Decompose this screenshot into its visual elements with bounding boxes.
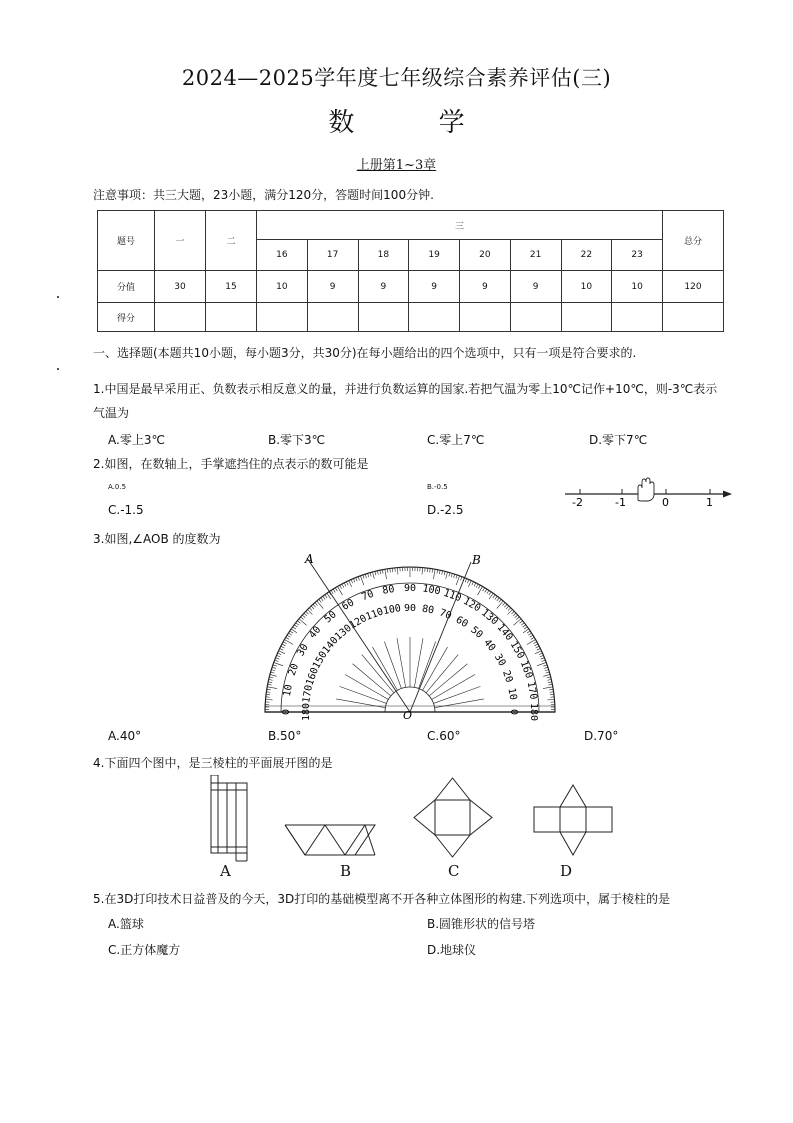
points-sub: 10: [257, 271, 308, 303]
protractor-tick: [270, 674, 277, 676]
protractor-tick: [380, 570, 381, 574]
protractor-tick: [342, 584, 344, 588]
axis-label-1: 1: [706, 496, 713, 509]
q1-option-c[interactable]: C.零上7℃: [427, 433, 485, 447]
protractor-tick: [271, 670, 275, 671]
protractor-tick: [437, 570, 438, 574]
protractor-tick: [335, 588, 337, 591]
points-sub: 9: [307, 271, 358, 303]
q5-option-b[interactable]: B.圆锥形状的信号塔: [427, 917, 536, 931]
sub-question: 18: [358, 240, 409, 271]
axis-label-0: 0: [662, 496, 669, 509]
q3-option-a[interactable]: A.40°: [108, 729, 142, 743]
protractor-tick: [370, 573, 371, 577]
protractor-tick: [377, 571, 378, 575]
question-1-line-1: 1.中国是最早采用正、负数表示相反意义的量，并进行负数运算的国家.若把气温为零上10℃记作+10℃，则-3℃表示: [93, 382, 718, 396]
score-cell[interactable]: [561, 303, 612, 332]
protractor-tick: [543, 665, 547, 666]
inner-scale-number: 60: [453, 614, 470, 631]
protractor-tick: [432, 569, 433, 573]
protractor-tick: [545, 670, 549, 671]
q1-option-b[interactable]: B.零下3℃: [268, 433, 326, 447]
question-1-line-2: 气温为: [93, 406, 130, 420]
protractor-tick: [321, 598, 323, 601]
protractor-tick: [317, 601, 323, 609]
net-label-c[interactable]: C: [448, 862, 460, 880]
q5-option-c[interactable]: C.正方体魔方: [108, 943, 181, 957]
protractor-tick: [523, 625, 526, 627]
protractor-tick: [530, 635, 533, 637]
outer-scale-number: 180: [528, 702, 539, 722]
inner-scale-number: 30: [491, 652, 508, 669]
q2-option-c[interactable]: C.-1.5: [108, 503, 144, 517]
protractor-tick: [309, 608, 312, 611]
protractor-tick: [293, 627, 296, 629]
protractor-tick: [456, 575, 457, 579]
protractor-tick: [548, 684, 552, 685]
protractor-tick: [442, 571, 443, 575]
score-cell[interactable]: [257, 303, 308, 332]
protractor-tick: [499, 599, 502, 602]
protractor-tick: [521, 623, 524, 625]
protractor-tick: [311, 606, 314, 609]
protractor-tick: [385, 569, 387, 579]
number-line-figure: [560, 476, 740, 510]
section-heading: 一、选择题(本题共10小题，每小题3分，共30分)在每小题给出的四个选项中，只有一项是符合要求的.: [93, 346, 637, 360]
protractor-tick: [284, 640, 293, 645]
sub-question: 23: [612, 240, 663, 271]
protractor-tick: [536, 646, 540, 648]
outer-scale-number: 90: [403, 583, 417, 594]
subject-char-2: 学: [438, 108, 465, 138]
protractor-tick: [495, 596, 497, 599]
inner-scale-number: 160: [304, 666, 321, 687]
net-a: [211, 775, 247, 861]
inner-scale-number: 150: [311, 649, 330, 671]
score-cell[interactable]: [612, 303, 663, 332]
protractor-tick: [331, 590, 333, 593]
net-label-a[interactable]: A: [220, 862, 231, 880]
protractor-tick: [306, 611, 309, 614]
sub-question: 22: [561, 240, 612, 271]
protractor-tick: [533, 642, 536, 644]
outer-scale-number: 110: [441, 587, 463, 605]
points-sub: 9: [358, 271, 409, 303]
protractor-tick: [493, 595, 495, 598]
protractor-tick: [344, 583, 346, 587]
protractor-tick: [281, 646, 285, 648]
q3-option-c[interactable]: C.60°: [427, 729, 461, 743]
protractor-tick: [527, 631, 530, 633]
protractor-tick: [375, 571, 376, 575]
ray-oa: [307, 558, 410, 712]
exam-notice: 注意事项：共三大题，23小题，满分120分，答题时间100分钟.: [93, 188, 434, 202]
points-sub: 9: [409, 271, 460, 303]
protractor-tick: [283, 642, 286, 644]
protractor-tick: [483, 588, 485, 591]
margin-dot: [57, 368, 59, 370]
question-5: 5.在3D打印技术日益普及的今天，3D打印的基础模型离不开各种立体图形的构建.下列选项中，属于棱柱的是: [93, 892, 671, 906]
inner-scale-number: 110: [364, 606, 385, 623]
protractor-tick: [397, 568, 398, 575]
protractor-tick: [299, 619, 307, 625]
protractor-tick: [430, 568, 431, 572]
protractor-tick: [346, 582, 348, 586]
protractor-tick: [286, 637, 289, 639]
protractor-tick: [485, 589, 487, 592]
table-row: [98, 303, 724, 332]
protractor-tick: [351, 580, 353, 584]
protractor-tick: [325, 595, 327, 598]
protractor-tick: [497, 598, 499, 601]
q2-option-a[interactable]: A.0.5: [108, 483, 127, 491]
col-one: 一: [155, 211, 206, 271]
score-cell[interactable]: [663, 303, 724, 332]
protractor-rays: [336, 637, 484, 708]
protractor-tick: [549, 689, 553, 690]
protractor-tick: [323, 596, 325, 599]
protractor-tick: [280, 648, 284, 650]
protractor-tick: [472, 582, 474, 586]
protractor-tick: [497, 601, 503, 609]
protractor-tick: [547, 679, 551, 680]
sub-question: 17: [307, 240, 358, 271]
score-cell[interactable]: [409, 303, 460, 332]
sub-question: 20: [460, 240, 511, 271]
protractor-tick: [535, 651, 541, 654]
points-one: 30: [155, 271, 206, 303]
outer-scale-number: 100: [421, 583, 442, 598]
protractor-tick: [461, 577, 462, 581]
protractor-tick: [276, 658, 280, 659]
score-cell[interactable]: [358, 303, 409, 332]
protractor-tick: [266, 699, 273, 700]
q1-option-a[interactable]: A.零上3℃: [108, 433, 165, 447]
protractor-tick: [504, 604, 507, 607]
protractor-tick: [282, 644, 286, 646]
q5-option-d[interactable]: D.地球仪: [427, 943, 477, 957]
protractor-tick: [547, 699, 554, 700]
protractor-tick: [439, 570, 440, 574]
row-label-points: 分值: [98, 271, 155, 303]
point-label-o: O: [403, 709, 413, 722]
protractor-tick: [277, 655, 281, 657]
number-line-arrow: [723, 491, 732, 498]
protractor-tick: [294, 625, 297, 627]
protractor-tick: [340, 585, 342, 588]
q2-option-b[interactable]: B.-0.5: [427, 483, 448, 491]
protractor-tick: [266, 692, 270, 693]
protractor-tick: [547, 677, 551, 678]
protractor-tick: [474, 583, 476, 587]
protractor-tick: [520, 621, 523, 624]
inner-scale-number: 20: [500, 669, 515, 685]
protractor-tick: [503, 603, 506, 606]
protractor-tick: [387, 569, 388, 573]
table-row: [98, 211, 724, 240]
protractor-tick: [315, 603, 318, 606]
row-label-question: 题号: [98, 211, 155, 271]
points-sub: 10: [612, 271, 663, 303]
score-cell[interactable]: [206, 303, 257, 332]
score-cell[interactable]: [155, 303, 206, 332]
protractor-tick: [515, 615, 518, 618]
score-cell[interactable]: [460, 303, 511, 332]
score-cell[interactable]: [307, 303, 358, 332]
protractor-tick: [296, 623, 299, 625]
q1-option-d[interactable]: D.零下7℃: [589, 433, 648, 447]
protractor-tick: [511, 611, 514, 614]
outer-scale-number: 30: [295, 642, 311, 659]
outer-scale-number: 0: [281, 708, 292, 716]
col-three: 三: [257, 211, 663, 240]
protractor-tick: [275, 660, 279, 661]
question-2: 2.如图，在数轴上，手掌遮挡住的点表示的数可能是: [93, 457, 369, 471]
net-b: [285, 825, 375, 855]
protractor-tick: [269, 677, 273, 678]
protractor-tick: [539, 653, 543, 655]
protractor-tick: [489, 592, 491, 595]
protractor-tick: [290, 631, 293, 633]
points-sub: 10: [561, 271, 612, 303]
protractor-tick: [267, 689, 271, 690]
chapter-scope: [0, 154, 793, 173]
protractor-tick: [537, 648, 541, 650]
protractor-tick: [550, 692, 554, 693]
inner-scale-number: 70: [437, 607, 453, 622]
protractor-tick: [349, 581, 352, 587]
protractor-tick: [333, 589, 335, 592]
subject-title: [0, 102, 793, 139]
protractor-tick: [468, 581, 471, 587]
score-table: [97, 210, 724, 332]
protractor-tick: [356, 578, 357, 582]
subject-char-1: 数: [328, 108, 355, 138]
inner-scale-number: 100: [382, 603, 402, 618]
protractor-tick: [288, 633, 291, 635]
outer-scale-number: 150: [507, 639, 527, 661]
protractor-tick: [543, 687, 553, 689]
inner-scale-number: 40: [481, 637, 498, 654]
outer-scale-number: 50: [322, 609, 339, 626]
protractor-figure: [255, 546, 565, 722]
protractor-tick: [301, 617, 304, 620]
exam-title: 2024—2025学年度七年级综合素养评估(三): [181, 66, 612, 90]
protractor-tick: [446, 572, 448, 579]
outer-scale-number: 60: [340, 597, 357, 613]
protractor-tick: [508, 608, 511, 611]
col-total: 总分: [663, 211, 724, 271]
protractor-tick: [513, 619, 521, 625]
protractor-tick: [353, 579, 355, 583]
row-label-score: 得分: [98, 303, 155, 332]
protractor-tick: [540, 655, 544, 657]
protractor-tick: [451, 573, 452, 577]
protractor-tick: [528, 633, 531, 635]
score-cell[interactable]: [510, 303, 561, 332]
protractor-tick: [516, 617, 519, 620]
protractor-tick: [390, 568, 391, 572]
q2-option-d[interactable]: D.-2.5: [427, 503, 464, 517]
protractor-tick: [279, 651, 285, 654]
protractor-tick: [465, 579, 467, 583]
axis-label-neg2: -2: [572, 496, 583, 509]
inner-scale-number: 80: [421, 603, 435, 617]
protractor-tick: [313, 604, 316, 607]
axis-label-neg1: -1: [615, 496, 626, 509]
outer-scale-number: 80: [381, 583, 396, 597]
protractor-tick: [365, 574, 366, 578]
protractor-tick: [267, 687, 277, 689]
net-label-b[interactable]: B: [340, 862, 352, 880]
protractor-tick: [444, 571, 445, 575]
chapter-scope-text: 上册第1~3章: [356, 158, 437, 173]
outer-scale-number: 170: [524, 680, 539, 701]
protractor-tick: [338, 586, 343, 595]
protractor-tick: [506, 606, 509, 609]
inner-scale-number: 90: [403, 603, 417, 614]
protractor-tick: [513, 613, 516, 616]
hand-icon: [638, 478, 654, 501]
protractor-tick: [541, 658, 545, 659]
protractor-tick: [546, 672, 550, 673]
outer-scale-number: 70: [360, 588, 376, 604]
protractor-tick: [433, 569, 435, 579]
protractor-tick: [531, 637, 534, 639]
point-label-a: A: [305, 552, 314, 566]
protractor-tick: [368, 573, 369, 577]
inner-scale-number: 140: [320, 635, 341, 656]
outer-scale-number: 40: [307, 624, 324, 641]
protractor-tick: [278, 653, 282, 655]
protractor-tick: [544, 667, 548, 668]
net-d: [534, 785, 612, 855]
points-two: 15: [206, 271, 257, 303]
protractor-tick: [272, 667, 276, 668]
outer-scale-number: 10: [281, 683, 295, 698]
outer-scale-number: 160: [517, 659, 535, 681]
q3-option-b[interactable]: B.50°: [268, 729, 302, 743]
sub-question: 21: [510, 240, 561, 271]
outer-scale-number: 140: [494, 622, 515, 644]
protractor-tick: [319, 599, 322, 602]
protractor-tick: [478, 586, 483, 595]
protractor-tick: [268, 682, 272, 683]
protractor-tick: [372, 572, 374, 579]
protractor: [265, 552, 555, 722]
protractor-tick: [449, 573, 450, 577]
net-label-d[interactable]: D: [560, 862, 573, 880]
protractor-tick: [548, 682, 552, 683]
protractor-tick: [304, 613, 307, 616]
sub-question: 16: [257, 240, 308, 271]
q3-option-d[interactable]: D.70°: [584, 729, 619, 743]
points-sub: 9: [460, 271, 511, 303]
protractor-tick: [358, 577, 359, 581]
nets-figure: [200, 775, 620, 865]
inner-scale-number: 130: [333, 622, 354, 643]
points-total: 120: [663, 271, 724, 303]
protractor-tick: [271, 672, 275, 673]
protractor-tick: [543, 674, 550, 676]
protractor-tick: [476, 584, 478, 588]
protractor-tick: [454, 574, 455, 578]
inner-scale-number: 170: [301, 684, 316, 704]
protractor-tick: [467, 580, 469, 584]
table-row: [98, 271, 724, 303]
protractor-tick: [297, 621, 300, 624]
protractor-tick: [302, 615, 305, 618]
protractor-tick: [487, 590, 489, 593]
net-c: [414, 778, 492, 857]
protractor-tick: [363, 575, 364, 579]
inner-scale-number: 180: [301, 702, 312, 722]
protractor-tick: [542, 660, 546, 661]
sub-question: 19: [409, 240, 460, 271]
outer-scale-number: 120: [461, 595, 483, 615]
protractor-tick: [422, 568, 423, 575]
point-label-b: B: [472, 553, 481, 567]
inner-scale-number: 120: [347, 613, 369, 632]
outer-scale-number: 130: [478, 607, 500, 628]
outer-scale-number: 20: [286, 662, 302, 678]
q5-option-a[interactable]: A.篮球: [108, 917, 144, 931]
protractor-tick: [287, 635, 290, 637]
protractor-tick: [524, 627, 527, 629]
protractor-tick: [273, 665, 277, 666]
margin-dot: [57, 296, 59, 298]
points-sub: 9: [510, 271, 561, 303]
ray-ob: [410, 562, 471, 712]
protractor-tick: [534, 644, 538, 646]
protractor-tick: [269, 679, 273, 680]
question-4: 4.下面四个图中，是三棱柱的平面展开图的是: [93, 756, 333, 770]
protractor-tick: [268, 684, 272, 685]
question-3: 3.如图,∠AOB 的度数为: [93, 532, 221, 546]
inner-scale-number: 0: [508, 708, 519, 716]
inner-scale-number: 50: [468, 624, 485, 641]
protractor-tick: [527, 640, 536, 645]
col-two: 二: [206, 211, 257, 271]
protractor-tick: [478, 585, 480, 588]
inner-scale-number: 10: [505, 687, 519, 701]
protractor-tick: [382, 570, 383, 574]
